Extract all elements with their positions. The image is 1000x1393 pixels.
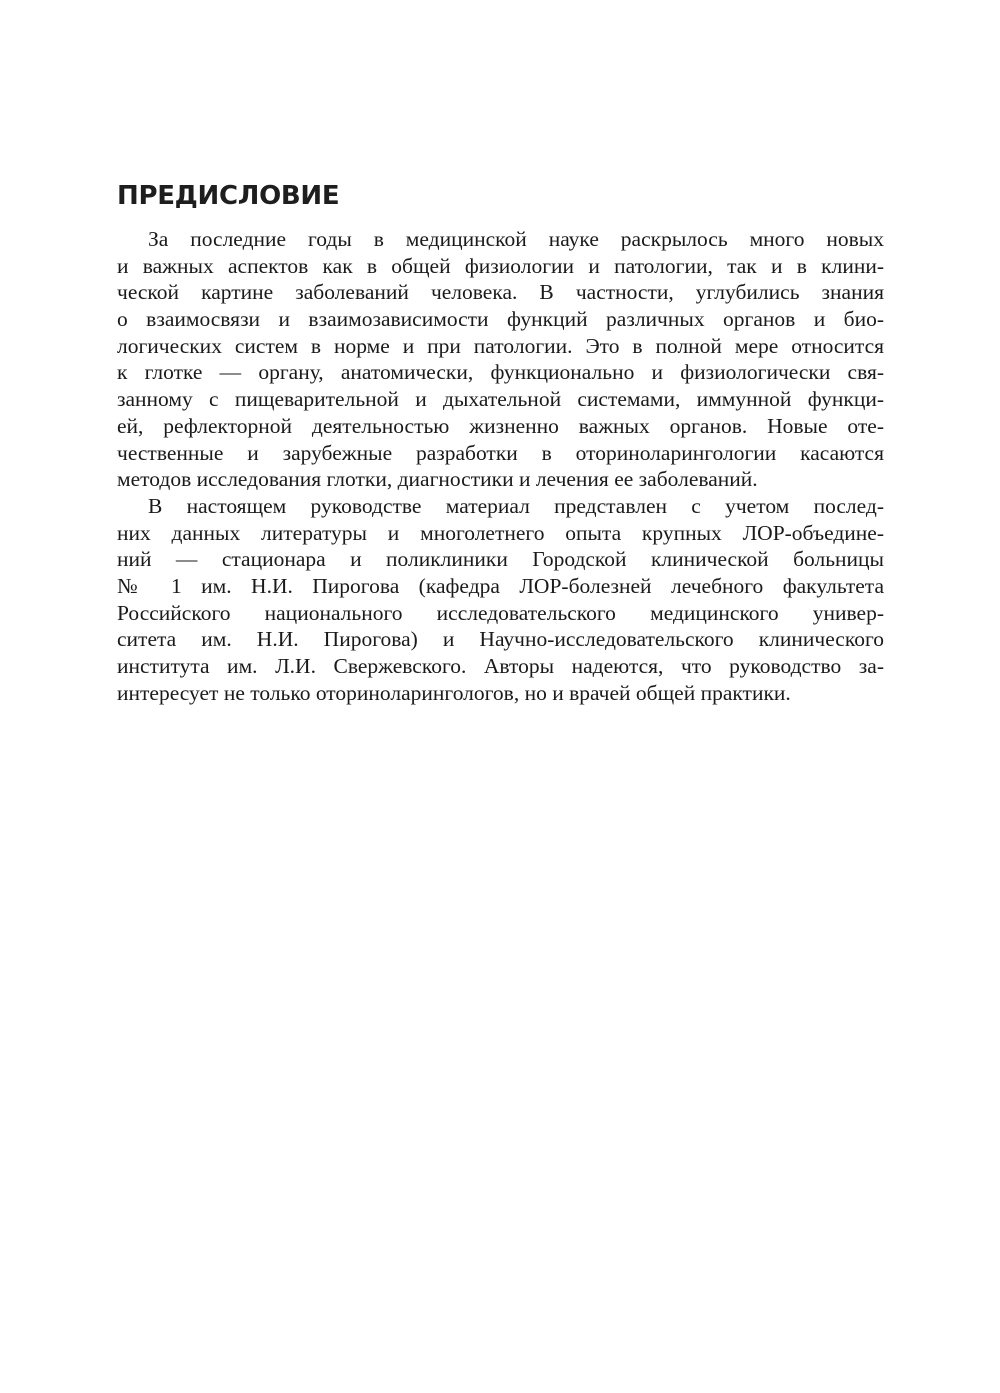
preface-heading: ПРЕДИСЛОВИЕ (117, 181, 340, 211)
paragraph-line: чественные и зарубежные разработки в оториноларингологии касаются (117, 440, 884, 465)
paragraph-2 (117, 493, 884, 707)
paragraph-1 (117, 226, 884, 493)
paragraph-line: института им. Л.И. Свержевского. Авторы надеются, что руководство за- (117, 654, 884, 678)
paragraph-line: методов исследования глотки, диагностики и лечения ее заболеваний. (117, 467, 758, 492)
paragraph-line: логических систем в норме и при патологии. Это в полной мере относится (117, 333, 884, 358)
paragraph-line: ний — стационара и поликлиники Городской клинической больницы (117, 547, 884, 572)
paragraph-line: ей, рефлекторной деятельностью жизненно важных органов. Новые оте- (117, 413, 884, 438)
paragraph-line: и важных аспектов как в общей физиологии и патологии, так и в клини- (117, 253, 884, 278)
paragraph-line: Российского национального исследовательского медицинского универ- (117, 600, 884, 625)
paragraph-line: них данных литературы и многолетнего опыта крупных ЛОР-объедине- (117, 520, 884, 545)
paragraph-line: о взаимосвязи и взаимозависимости функций различных органов и био- (117, 307, 884, 332)
paragraph-line: ситета им. Н.И. Пирогова) и Научно-исследовательского клинического (117, 627, 884, 652)
paragraph-line: № 1 им. Н.И. Пирогова (кафедра ЛОР-болезней лечебного факультета (117, 573, 884, 598)
paragraph-line: ческой картине заболеваний человека. В частности, углубились знания (117, 280, 884, 305)
paragraph-line: к глотке — органу, анатомически, функционально и физиологически свя- (117, 360, 884, 385)
paragraph-line: занному с пищеварительной и дыхательной системами, иммунной функци- (117, 387, 884, 412)
paragraph-line: интересует не только оториноларингологов, но и врачей общей практики. (117, 680, 791, 705)
preface-body (117, 226, 884, 706)
paragraph-line: В настоящем руководстве материал представлен с учетом послед- (148, 493, 884, 518)
paragraph-line: За последние годы в медицинской науке раскрылось много новых (148, 227, 884, 251)
